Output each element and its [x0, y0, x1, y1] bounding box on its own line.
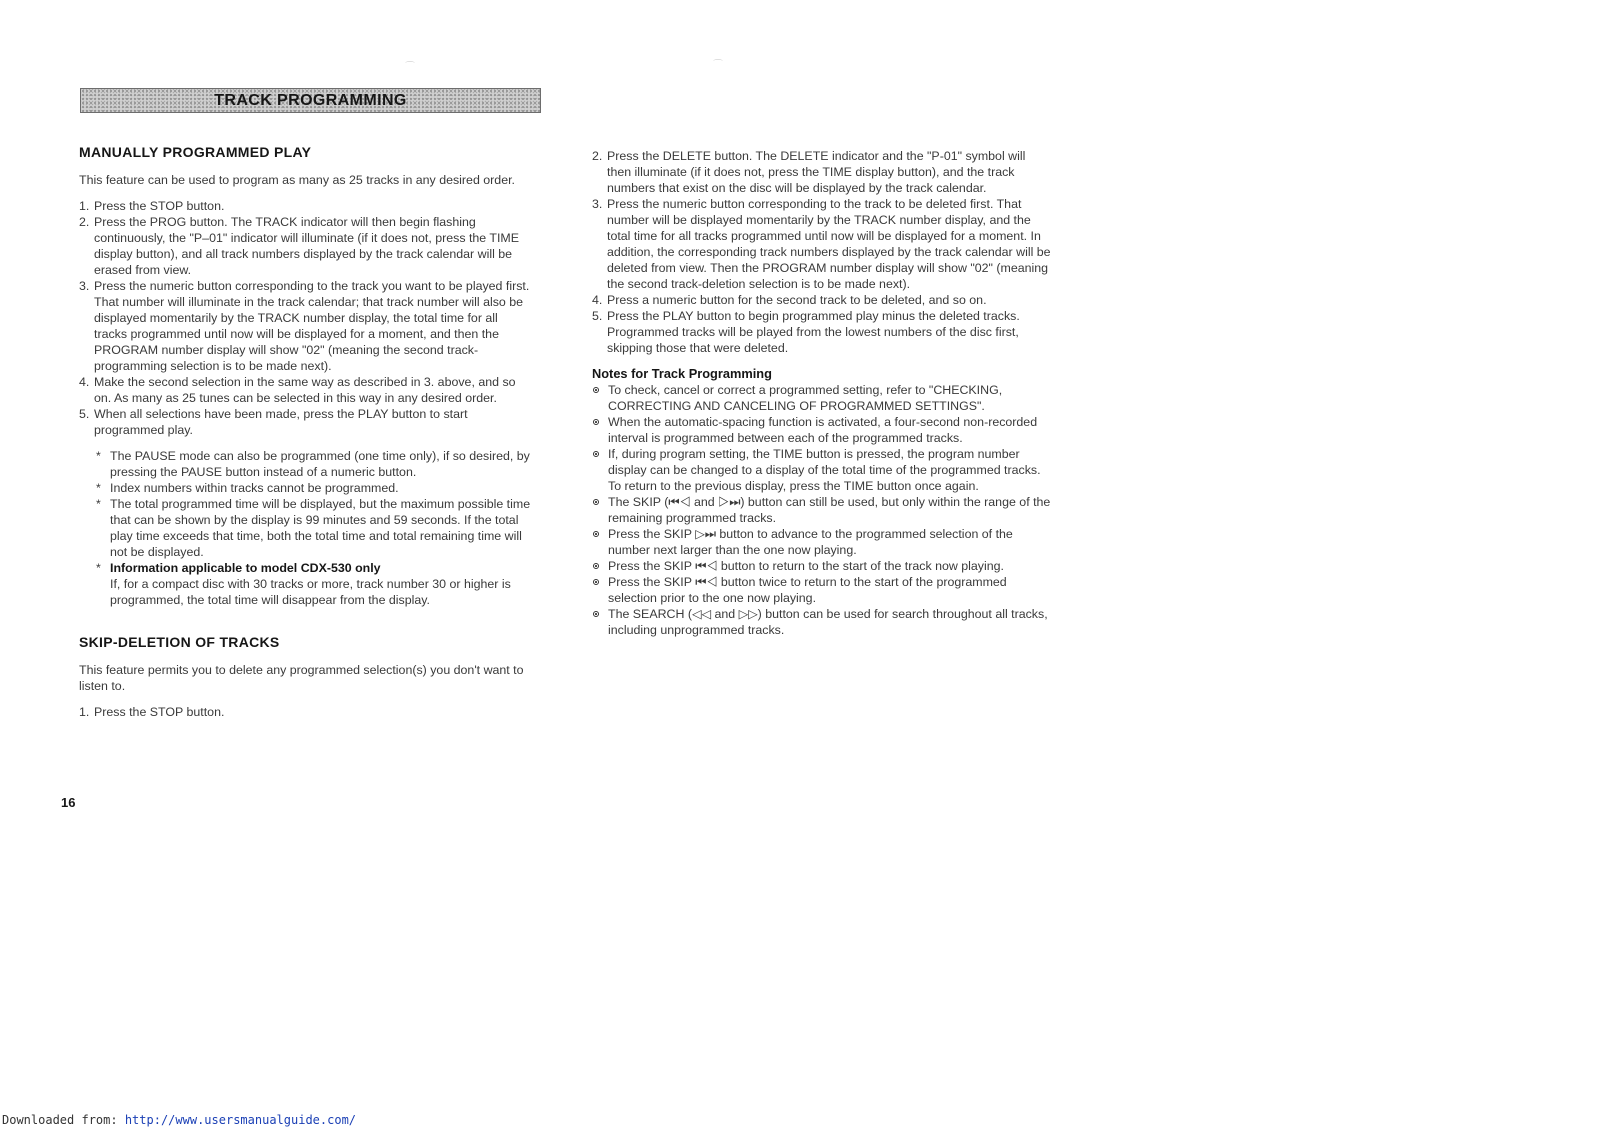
bullet-icon: [593, 611, 599, 617]
section-title: TRACK PROGRAMMING: [214, 92, 407, 109]
left-column: [79, 144, 534, 720]
model-note-text: If, for a compact disc with 30 tracks or more, track number 30 or higher is programmed, the total time will disappear from the display.: [110, 577, 511, 607]
bullet-icon: [593, 579, 599, 585]
bullet-icon: [593, 387, 599, 393]
scan-mark: ⌒: [713, 60, 723, 71]
bullet-icon: [593, 531, 599, 537]
intro-paragraph-2: This feature permits you to delete any programmed selection(s) you don't want to listen to.: [79, 663, 524, 693]
list-item: If, during program setting, the TIME button is pressed, the program number display can be changed to a display of the total time of the programmed tracks. To return to the previous display, press the TIME button once again.: [592, 446, 1052, 494]
bullet-icon: [593, 499, 599, 505]
list-item: Press the SKIP ⏮◁ button twice to return to the start of the programmed selection prior to the one now playing.: [592, 574, 1052, 606]
list-item: 5. Press the PLAY button to begin programmed play minus the deleted tracks. Programmed tracks will be played from the lowest numbers of the disc first, skipping those that were deleted.: [592, 309, 1020, 355]
program-steps: [79, 198, 534, 438]
notes-list: [592, 382, 1052, 638]
heading-manually-programmed-play: MANUALLY PROGRAMMED PLAY: [79, 144, 312, 160]
list-item: * Information applicable to model CDX-530 only If, for a compact disc with 30 tracks or more, track number 30 or higher is programmed, the total time will disappear from the display.: [96, 561, 511, 607]
bullet-icon: [593, 419, 599, 425]
list-item: 1. Press the STOP button.: [79, 199, 225, 213]
list-item: 3. Press the numeric button corresponding to the track to be deleted first. That number will be displayed momentarily by the TRACK number display, and the total time for all tracks programmed until now will be displayed for a moment. In addition, the corresponding track numbers displayed by the track calendar will be deleted from view. Then the PROGRAM number display will show "02" (meaning the second track-deletion selection is to be made next).: [592, 197, 1051, 291]
list-item: * The PAUSE mode can also be programmed (one time only), if so desired, by pressing the PAUSE button instead of a numeric button.: [96, 449, 530, 479]
list-item: Press the SKIP ⏮◁ button to return to the start of the track now playing.: [592, 558, 1052, 574]
bullet-icon: [593, 563, 599, 569]
list-item: 2. Press the PROG button. The TRACK indicator will then begin flashing continuously, the "P–01" indicator will illuminate (if it does not, press the TIME display button), and all track numbers displayed by the track calendar will be erased from view.: [79, 215, 520, 277]
list-item: 3. Press the numeric button corresponding to the track you want to be played first. That number will illuminate in the track calendar; that track number will also be displayed momentarily by the TRACK number display, the total time for all tracks programmed until now will be displayed for a moment, and then the PROGRAM number display will show "02" (meaning the second track-programming selection is to be made next).: [79, 279, 530, 373]
list-item: * Index numbers within tracks cannot be programmed.: [96, 481, 399, 495]
asterisk-notes: [95, 448, 534, 608]
list-item: When the automatic-spacing function is activated, a four-second non-recorded interval is programmed between each of the programmed tracks.: [592, 414, 1052, 446]
list-item: 1. Press the STOP button.: [79, 705, 225, 719]
notes-heading: Notes for Track Programming: [592, 366, 772, 381]
list-item: * The total programmed time will be displayed, but the maximum possible time that can be shown by the display is 99 minutes and 59 seconds. If the total play time exceeds that time, both the total time and total remaining time will not be displayed.: [96, 497, 531, 559]
heading-skip-deletion: SKIP-DELETION OF TRACKS: [79, 634, 280, 650]
right-column: [592, 148, 1052, 638]
bullet-icon: [593, 451, 599, 457]
list-item: 2. Press the DELETE button. The DELETE indicator and the "P-01" symbol will then illuminate (if it does not, press the TIME display button), and the track numbers that exist on the disc will be displayed by the track calendar.: [592, 149, 1026, 195]
intro-paragraph: This feature can be used to program as many as 25 tracks in any desired order.: [79, 173, 515, 187]
model-note-title: Information applicable to model CDX-530 only: [110, 561, 381, 575]
list-item: 4. Press a numeric button for the second track to be deleted, and so on.: [592, 293, 987, 307]
list-item: The SKIP (⏮◁ and ▷⏭) button can still be used, but only within the range of the remaining programmed tracks.: [592, 494, 1052, 526]
list-item: To check, cancel or correct a programmed setting, refer to "CHECKING, CORRECTING AND CANCELING OF PROGRAMMED SETTINGS".: [592, 382, 1052, 414]
page-number: 16: [61, 795, 76, 810]
list-item: 4. Make the second selection in the same way as described in 3. above, and so on. As many as 25 tunes can be selected in this way in any desired order.: [79, 375, 516, 405]
section-banner: [80, 88, 541, 113]
download-footer: [2, 1113, 356, 1127]
deletion-steps-right: [592, 148, 1052, 356]
deletion-steps-left: [79, 704, 534, 720]
list-item: 5. When all selections have been made, press the PLAY button to start programmed play.: [79, 407, 468, 437]
list-item: Press the SKIP ▷⏭ button to advance to the programmed selection of the number next larger than the one now playing.: [592, 526, 1052, 558]
footer-link[interactable]: http://www.usersmanualguide.com/: [124, 1113, 357, 1127]
list-item: The SEARCH (◁◁ and ▷▷) button can be used for search throughout all tracks, including unprogrammed tracks.: [592, 606, 1052, 638]
footer-prefix: Downloaded from:: [2, 1113, 125, 1127]
scan-mark: ⌒: [405, 62, 415, 73]
